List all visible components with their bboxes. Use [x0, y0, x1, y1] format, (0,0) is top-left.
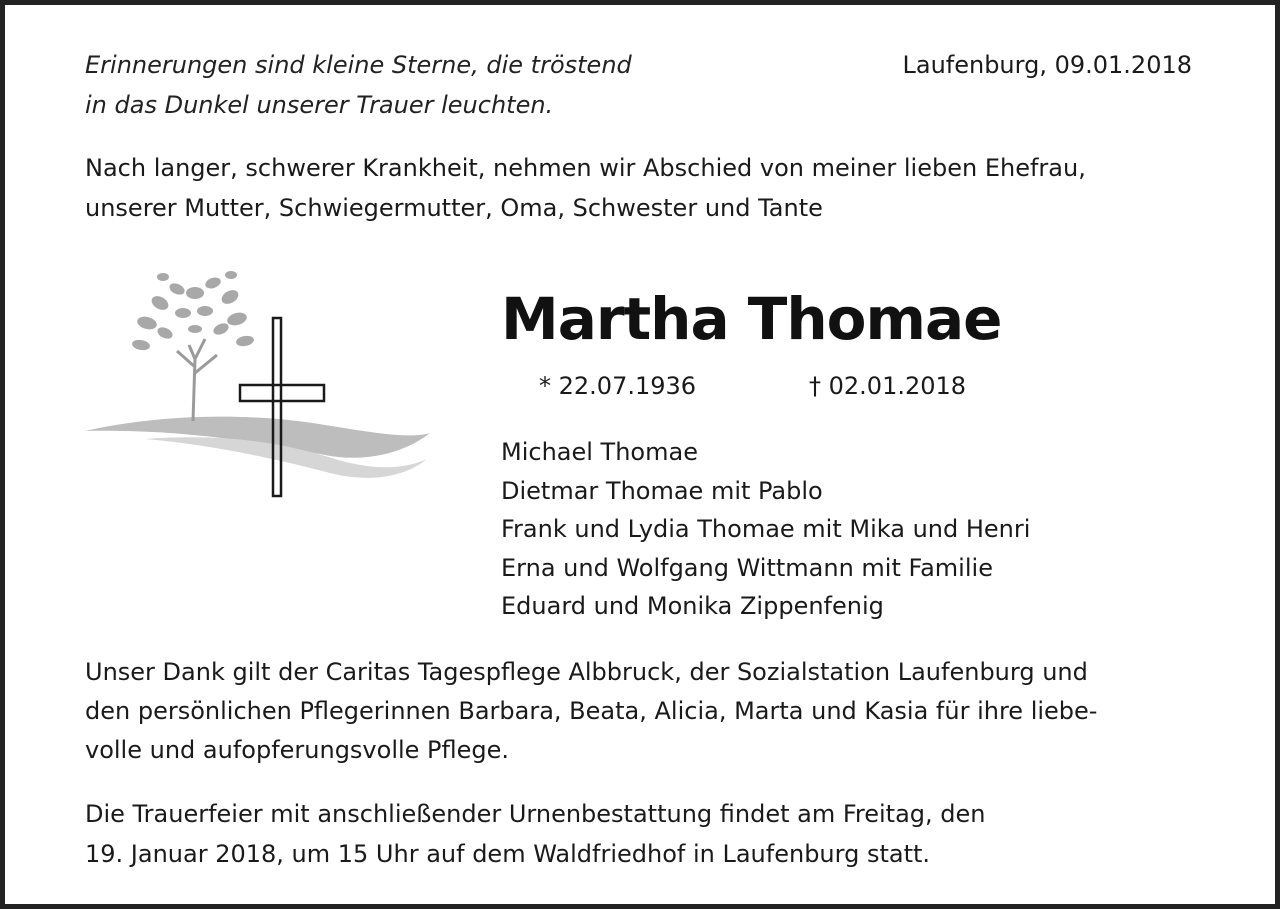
thanks-line: volle und aufopferungsvolle Pflege. [85, 736, 510, 764]
place-and-date: Laufenburg, 09.01.2018 [902, 51, 1192, 79]
funeral-service-info [85, 794, 986, 874]
service-line: 19. Januar 2018, um 15 Uhr auf dem Waldfriedhof in Laufenburg statt. [85, 840, 931, 868]
deceased-name: Martha Thomae [501, 285, 1002, 353]
quote-line: Erinnerungen sind kleine Sterne, die tröstend [85, 51, 632, 79]
service-line: Die Trauerfeier mit anschließender Urnenbestattung findet am Freitag, den [85, 800, 986, 828]
tree-leaves [131, 271, 254, 351]
intro-text [85, 148, 1086, 228]
birth-date: * 22.07.1936 [539, 372, 697, 400]
list-item: Frank und Lydia Thomae mit Mika und Henri [501, 515, 1031, 543]
list-item: Dietmar Thomae mit Pablo [501, 476, 823, 505]
cross-icon [240, 318, 324, 496]
memorial-quote [85, 45, 632, 125]
tree-and-cross-icon [85, 263, 435, 503]
thanks-line: den persönlichen Pflegerinnen Barbara, Beata, Alicia, Marta und Kasia für ihre liebe- [85, 697, 1098, 725]
thanks-paragraph [85, 653, 1097, 770]
intro-line: unserer Mutter, Schwiegermutter, Oma, Schwester und Tante [85, 194, 823, 222]
thanks-line: Unser Dank gilt der Caritas Tagespflege Albbruck, der Sozialstation Laufenburg und [85, 658, 1088, 686]
quote-line: in das Dunkel unserer Trauer leuchten. [85, 91, 554, 119]
list-item: Erna und Wolfgang Wittmann mit Familie [501, 553, 993, 582]
tree-trunk [177, 339, 217, 421]
mourners-list [501, 433, 1030, 626]
list-item: Michael Thomae [501, 438, 698, 466]
death-date: † 02.01.2018 [809, 372, 967, 400]
intro-line: Nach langer, schwerer Krankheit, nehmen wir Abschied von meiner lieben Ehefrau, [85, 154, 1086, 182]
list-item: Eduard und Monika Zippenfenig [501, 592, 884, 620]
